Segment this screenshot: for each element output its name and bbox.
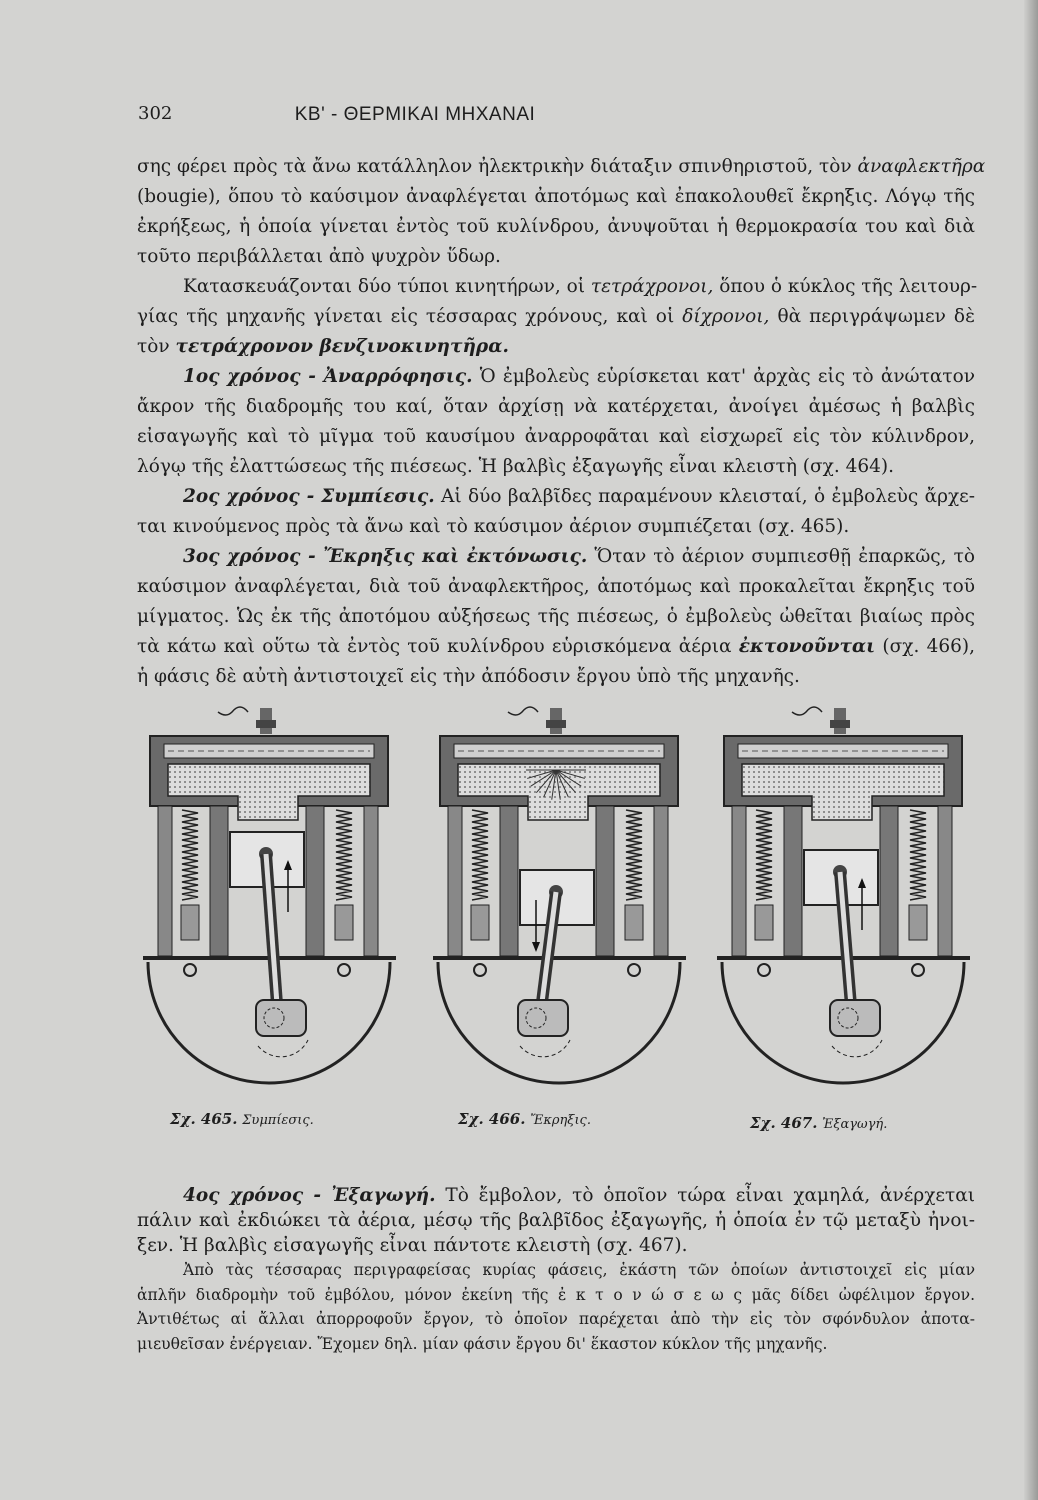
text-run: τοῦτο περιβάλλεται ἀπὸ ψυχρὸν ὕδωρ.: [137, 246, 501, 267]
caption-number: Σχ. 465.: [170, 1110, 238, 1128]
text-line: [137, 302, 975, 332]
text-run: (σχ. 466),: [875, 636, 975, 657]
text-line: [137, 1183, 975, 1208]
running-head: ΚΒ' - ΘΕΡΜΙΚΑΙ ΜΗΧΑΝΑΙ: [294, 104, 536, 125]
text-line: [137, 1258, 975, 1283]
emphasis-text: ἐκτονοῦνται: [738, 636, 876, 657]
caption-number: Σχ. 466.: [458, 1110, 526, 1128]
emphasis-text: τετράχρονον βενζινοκινητῆρα.: [175, 336, 509, 357]
emphasis-text: τετράχρονοι,: [590, 276, 714, 297]
lower-text: [137, 1183, 975, 1258]
text-run: Κατασκευάζονται δύο τύποι κινητήρων, οἱ: [183, 276, 591, 297]
emphasis-text: δίχρονοι,: [682, 306, 770, 327]
emphasis-text: 2ος χρόνος - Συμπίεσις.: [183, 486, 435, 507]
text-line: [137, 1307, 975, 1332]
caption-title: Ἐξαγωγή.: [822, 1117, 888, 1132]
text-line: [137, 1283, 975, 1308]
text-run: ται κινούμενος πρὸς τὰ ἄνω καὶ τὸ καύσιμον ἀέριον συμπιέζεται (σχ. 465).: [137, 516, 850, 537]
text-line: [137, 1208, 975, 1233]
text-line: [137, 452, 975, 482]
text-run: Τὸ ἔμβολον, τὸ ὁποῖον τώρα εἶναι χαμηλά, ἀνέρχεται: [435, 1185, 975, 1206]
emphasis-text: 1ος χρόνος - Ἀναρρόφησις.: [183, 366, 473, 387]
text-run: Αἱ δύο βαλβῖδες παραμένουν κλεισταί, ὁ ἐμβολεὺς ἄρχε-: [434, 486, 975, 507]
spark-plug-icon: [792, 707, 850, 734]
valve-spring-icon: [182, 810, 198, 900]
text-run: Ἀπὸ τὰς τέσσαρας περιγραφείσας κυρίας φάσεις, ἑκάστη τῶν ὁποίων ἀντιστοιχεῖ εἰς μίαν: [183, 1261, 975, 1279]
text-run: Ἀντιθέτως αἱ ἄλλαι ἀπορροφοῦν ἔργον, τὸ ὁποῖον παρέχεται ἀπὸ τὴν εἰς τὸν σφόνδυλον ἀποτα-: [137, 1310, 975, 1328]
text-line: [137, 572, 975, 602]
spark-plug-icon: [218, 707, 276, 734]
text-run: ξεν. Ἡ βαλβὶς εἰσαγωγῆς εἶναι πάντοτε κλειστὴ (σχ. 467).: [137, 1235, 688, 1256]
page-number: 302: [138, 103, 173, 124]
text-run: τὰ κάτω καὶ οὕτω τὰ ἐντὸς τοῦ κυλίνδρου εὑρισκόμενα ἀέρια: [137, 636, 739, 657]
caption-title: Ἔκρηξις.: [530, 1113, 591, 1128]
footnote-text: [137, 1258, 975, 1356]
engine-diagram: [428, 700, 693, 1100]
text-run: σης φέρει πρὸς τὰ ἄνω κατάλληλον ἠλεκτρικὴν διάταξιν σπινθηριστοῦ, τὸν: [137, 156, 858, 177]
figure-466-explosion: [428, 700, 693, 1104]
text-run: ἡ φάσις δὲ αὐτὴ ἀντιστοιχεῖ εἰς τὴν ἀπόδοσιν ἔργου ὑπὸ τῆς μηχανῆς.: [137, 666, 800, 687]
text-run: μίγματος. Ὡς ἐκ τῆς ἀποτόμου αὐξήσεως τῆς πιέσεως, ὁ ἐμβολεὺς ὠθεῖται βιαίως πρὸς: [137, 606, 975, 627]
text-run: καύσιμον ἀναφλέγεται, διὰ τοῦ ἀναφλεκτῆρος, ἀποτόμως καὶ προκαλεῖται ἔκρηξις τοῦ: [137, 576, 975, 597]
text-line: [137, 422, 975, 452]
engine-diagram: [712, 700, 977, 1100]
text-run: Ὁ ἐμβολεὺς εὑρίσκεται κατ' ἀρχὰς εἰς τὸ ἀνώτατον: [472, 366, 975, 387]
text-run: (bougie), ὅπου τὸ καύσιμον ἀναφλέγεται ἀποτόμως καὶ ἐπακολουθεῖ ἔκρηξις. Λόγῳ τῆς: [137, 186, 975, 207]
text-line: [137, 1233, 975, 1258]
valve-spring-icon: [910, 810, 926, 900]
text-line: [137, 542, 975, 572]
caption-466: [458, 1110, 591, 1128]
text-run: γίας τῆς μηχανῆς γίνεται εἰς τέσσαρας χρόνους, καὶ οἱ: [137, 306, 683, 327]
text-line: [137, 272, 978, 302]
text-line: [137, 212, 975, 242]
text-run: Ὅταν τὸ ἀέριον συμπιεσθῇ ἐπαρκῶς, τὸ: [587, 546, 976, 567]
page-edge: [1024, 0, 1038, 1500]
emphasis-text: 3ος χρόνος - Ἔκρηξις καὶ ἐκτόνωσις.: [183, 546, 588, 567]
text-line: [137, 482, 975, 512]
text-line: [137, 632, 975, 662]
figure-467-exhaust: [712, 700, 977, 1104]
text-line: [137, 182, 975, 212]
valve-spring-icon: [336, 810, 352, 900]
text-run: ὅπου ὁ κύκλος τῆς λειτουρ-: [713, 276, 978, 297]
upper-text: [137, 152, 986, 692]
text-line: [137, 392, 975, 422]
text-run: μιευθεῖσαν ἐνέργειαν. Ἔχομεν δηλ. μίαν φάσιν ἔργου δι' ἕκαστον κύκλον τῆς μηχανῆς.: [137, 1334, 828, 1353]
emphasis-text: ἀναφλεκτῆρα: [857, 156, 986, 177]
caption-467: [750, 1114, 887, 1132]
engine-diagram: [138, 700, 403, 1100]
text-line: [137, 1332, 975, 1357]
text-run: πάλιν καὶ ἐκδιώκει τὰ ἀέρια, μέσῳ τῆς βαλβῖδος ἐξαγωγῆς, ἡ ὁποία ἐν τῷ μεταξὺ ἠνοι-: [137, 1210, 975, 1231]
valve-spring-icon: [472, 810, 488, 900]
text-run: θὰ περιγράψωμεν δὲ: [769, 306, 975, 327]
figure-465-compression: [138, 700, 403, 1104]
text-line: [137, 332, 975, 362]
text-run: εἰσαγωγῆς καὶ τὸ μῖγμα τοῦ καυσίμου ἀναρροφᾶται καὶ εἰσχωρεῖ εἰς τὸν κύλινδρον,: [137, 426, 975, 447]
caption-title: Συμπίεσις.: [242, 1113, 314, 1128]
valve-spring-icon: [756, 810, 772, 900]
text-line: [137, 602, 975, 632]
text-run: λόγῳ τῆς ἐλαττώσεως τῆς πιέσεως. Ἡ βαλβὶς ἐξαγωγῆς εἶναι κλειστὴ (σχ. 464).: [137, 456, 895, 477]
text-line: [137, 362, 975, 392]
text-run: ἄκρον τῆς διαδρομῆς του καί, ὅταν ἀρχίσῃ νὰ κατέρχεται, ἀνοίγει ἀμέσως ἡ βαλβὶς: [137, 396, 975, 417]
text-line: [137, 512, 975, 542]
emphasis-text: 4ος χρόνος - Ἐξαγωγή.: [183, 1185, 436, 1206]
text-line: [137, 152, 986, 182]
text-run: ἐκρήξεως, ἡ ὁποία γίνεται ἐντὸς τοῦ κυλίνδρου, ἀνυψοῦται ἡ θερμοκρασία του καὶ διὰ: [137, 216, 975, 237]
text-run: τὸν: [137, 336, 176, 357]
text-run: ἁπλῆν διαδρομὴν τοῦ ἐμβόλου, μόνον ἐκείνη τῆς ἐ κ τ ο ν ώ σ ε ω ς μᾶς δίδει ὠφέλιμον ἔργον.: [137, 1285, 975, 1304]
text-line: [137, 662, 975, 692]
text-line: [137, 242, 975, 272]
caption-number: Σχ. 467.: [750, 1114, 818, 1132]
spark-plug-icon: [508, 707, 566, 734]
caption-465: [170, 1110, 314, 1128]
valve-spring-icon: [626, 810, 642, 900]
